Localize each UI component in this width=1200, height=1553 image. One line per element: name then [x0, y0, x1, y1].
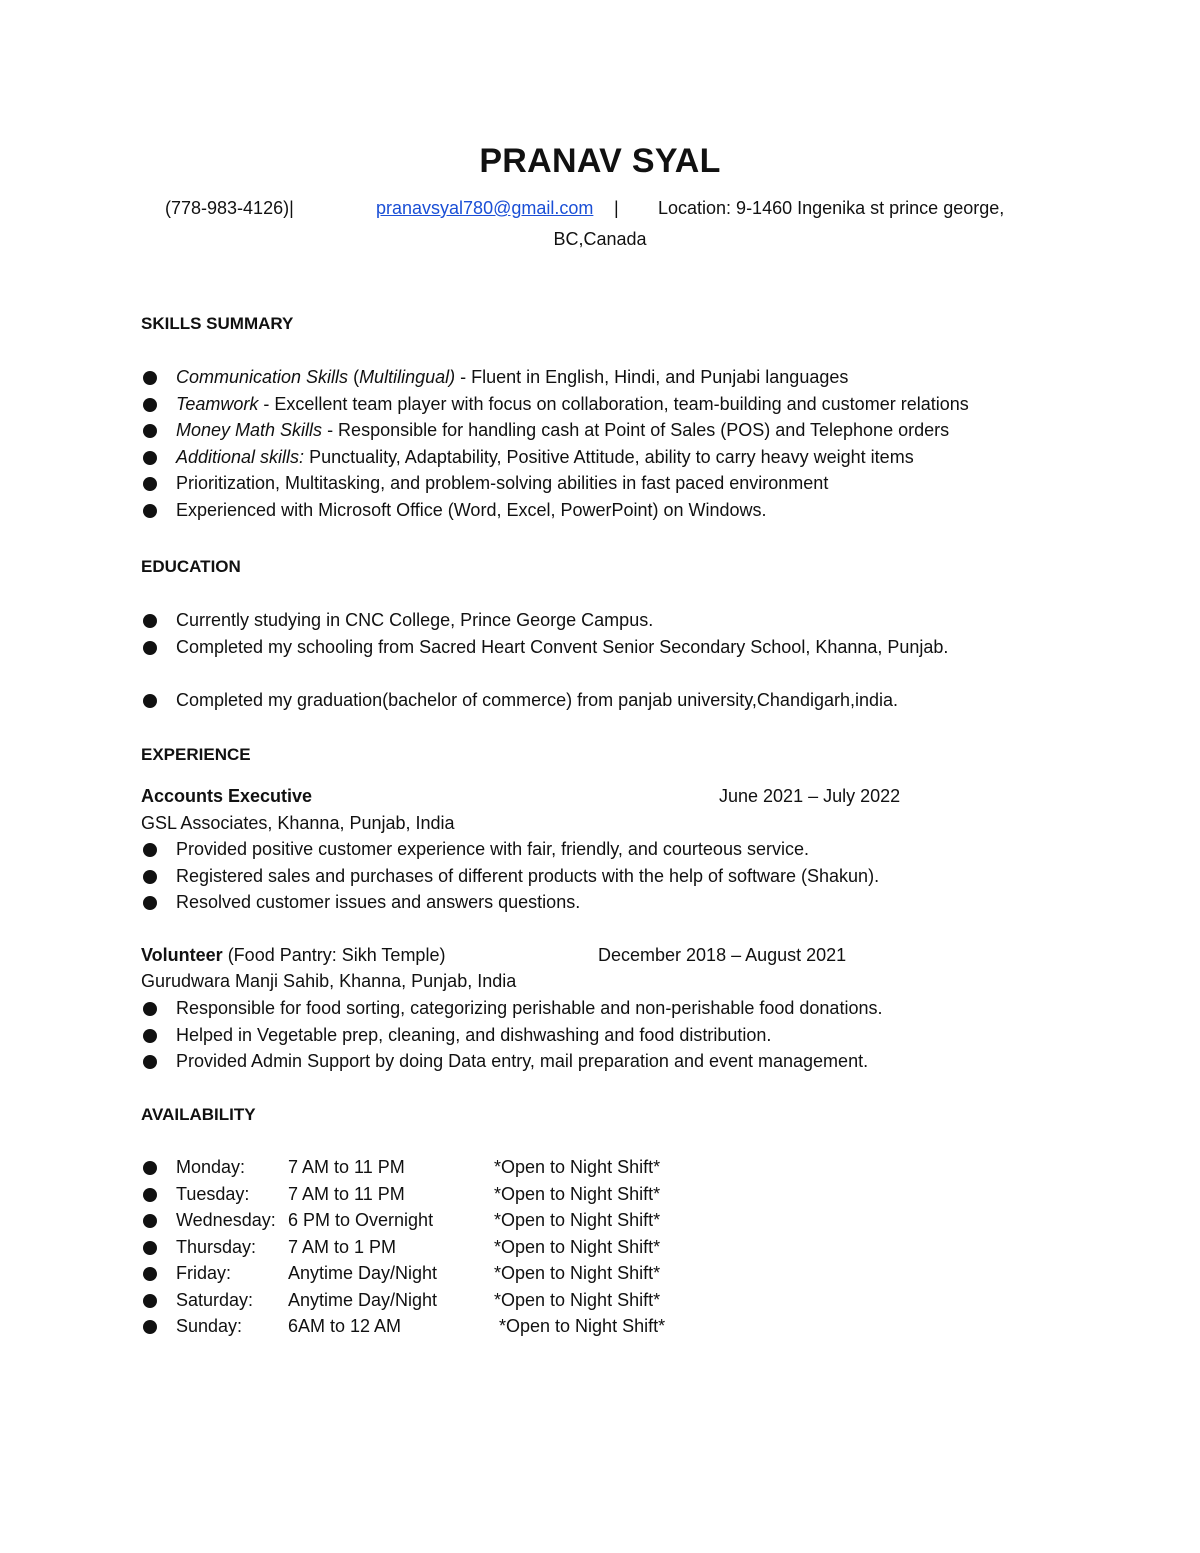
bullet-icon — [143, 371, 157, 385]
job-title — [141, 786, 312, 807]
list-item — [141, 836, 879, 863]
bullet-icon — [143, 870, 157, 884]
education-text: Currently studying in CNC College, Prince George Campus. — [176, 610, 654, 630]
bullet-icon — [143, 843, 157, 857]
bullet-icon — [143, 641, 157, 655]
duty-text: Helped in Vegetable prep, cleaning, and dishwashing and food distribution. — [176, 1024, 772, 1045]
list-item — [141, 417, 969, 444]
bullet-icon — [143, 1320, 157, 1334]
list-item — [141, 497, 969, 524]
job-title-extra: (Food Pantry: Sikh Temple) — [222, 945, 446, 965]
availability-list — [141, 1154, 665, 1340]
bullet-icon — [143, 694, 157, 708]
education-list-2 — [141, 687, 898, 714]
list-item — [141, 995, 882, 1022]
job-title — [141, 945, 445, 966]
avail-time: Anytime Day/Night — [288, 1263, 438, 1283]
email-link-text[interactable]: pranavsyal780@gmail.com — [376, 198, 594, 218]
skill-text: Punctuality, Adaptability, Positive Attitude, ability to carry heavy weight items — [304, 446, 914, 467]
list-item — [141, 1181, 665, 1208]
avail-note: *Open to Night Shift* — [494, 1157, 661, 1177]
phone-number: (778-983-4126)| — [165, 198, 294, 218]
candidate-name: PRANAV SYAL — [479, 142, 721, 180]
list-item — [141, 634, 948, 661]
job-duties — [141, 995, 882, 1075]
list-item — [141, 607, 948, 634]
contact-separator: | — [614, 198, 619, 218]
bullet-icon — [143, 1029, 157, 1043]
bullet-icon — [143, 1188, 157, 1202]
avail-day: Tuesday: — [176, 1183, 250, 1204]
list-item — [141, 1022, 882, 1049]
list-item — [141, 1260, 665, 1287]
avail-day: Monday: — [176, 1157, 246, 1177]
skill-text: Prioritization, Multitasking, and problem-solving abilities in fast paced environment — [176, 473, 829, 493]
avail-day: Wednesday: — [176, 1210, 276, 1230]
skill-label: Additional skills: — [176, 446, 305, 467]
avail-note: *Open to Night Shift* — [494, 1263, 661, 1283]
skill-text: - Excellent team player with focus on collaboration, team-building and customer relations — [258, 393, 969, 414]
education-heading: EDUCATION — [141, 557, 241, 576]
list-item — [141, 1287, 665, 1314]
skill-label: Multilingual) — [359, 367, 456, 387]
skill-text: ( — [348, 367, 360, 387]
list-item — [141, 889, 879, 916]
skill-text: - Responsible for handling cash at Point of Sales (POS) and Telephone orders — [322, 420, 950, 440]
avail-note: *Open to Night Shift* — [494, 1316, 666, 1336]
bullet-icon — [143, 451, 157, 465]
bullet-icon — [143, 1002, 157, 1016]
list-item — [141, 1234, 665, 1261]
duty-text: Responsible for food sorting, categorizing perishable and non-perishable food donations. — [176, 998, 883, 1018]
avail-day: Thursday: — [176, 1236, 257, 1257]
education-text: Completed my graduation(bachelor of commerce) from panjab university,Chandigarh,india. — [176, 690, 899, 710]
location-line2: BC,Canada — [553, 229, 647, 249]
avail-time: 7 AM to 11 PM — [288, 1183, 405, 1204]
duty-text: Registered sales and purchases of different products with the help of software (Shakun). — [176, 865, 880, 886]
list-item — [141, 1207, 665, 1234]
avail-note: *Open to Night Shift* — [494, 1183, 661, 1204]
bullet-icon — [143, 504, 157, 518]
job-duties — [141, 836, 879, 916]
avail-note: *Open to Night Shift* — [494, 1210, 661, 1230]
list-item — [141, 444, 969, 471]
avail-time: 6 PM to Overnight — [288, 1210, 434, 1230]
bullet-icon — [143, 896, 157, 910]
skill-text: - Fluent in English, Hindi, and Punjabi languages — [455, 367, 849, 387]
avail-note: *Open to Night Shift* — [494, 1236, 661, 1257]
skill-label: Communication Skills — [176, 367, 349, 387]
skill-text: Experienced with Microsoft Office (Word, Excel, PowerPoint) on Windows. — [176, 499, 767, 520]
avail-time: Anytime Day/Night — [288, 1289, 438, 1310]
skill-label: Teamwork — [176, 393, 259, 414]
avail-day: Sunday: — [176, 1316, 243, 1336]
list-item — [141, 863, 879, 890]
list-item — [141, 687, 898, 714]
avail-day: Saturday: — [176, 1289, 254, 1310]
duty-text: Provided Admin Support by doing Data entry, mail preparation and event management. — [176, 1051, 869, 1071]
education-list — [141, 607, 948, 660]
bullet-icon — [143, 1267, 157, 1281]
list-item — [141, 1048, 882, 1075]
avail-day: Friday: — [176, 1263, 232, 1283]
skills-heading: SKILLS SUMMARY — [141, 314, 294, 333]
bullet-icon — [143, 424, 157, 438]
location: Location: 9-1460 Ingenika st prince george, — [658, 198, 1005, 218]
list-item — [141, 1313, 665, 1340]
bullet-icon — [143, 1161, 157, 1175]
skill-label: Money Math Skills — [176, 420, 323, 440]
job-dates: June 2021 – July 2022 — [719, 786, 901, 806]
bullet-icon — [143, 1241, 157, 1255]
skills-list — [141, 364, 969, 523]
list-item — [141, 391, 969, 418]
bullet-icon — [143, 614, 157, 628]
education-text: Completed my schooling from Sacred Heart Convent Senior Secondary School, Khanna, Punjab. — [176, 636, 949, 657]
avail-time: 6AM to 12 AM — [288, 1316, 402, 1336]
list-item — [141, 1154, 665, 1181]
job-dates: December 2018 – August 2021 — [598, 945, 847, 965]
avail-note: *Open to Night Shift* — [494, 1289, 661, 1310]
email-link[interactable] — [376, 198, 593, 219]
avail-time: 7 AM to 1 PM — [288, 1236, 397, 1257]
availability-heading: AVAILABILITY — [141, 1105, 256, 1124]
bullet-icon — [143, 1214, 157, 1228]
avail-time: 7 AM to 11 PM — [288, 1157, 405, 1177]
duty-text: Provided positive customer experience with fair, friendly, and courteous service. — [176, 839, 809, 859]
job-org: Gurudwara Manji Sahib, Khanna, Punjab, India — [141, 971, 517, 991]
bullet-icon — [143, 398, 157, 412]
bullet-icon — [143, 1294, 157, 1308]
experience-heading: EXPERIENCE — [141, 745, 251, 764]
duty-text: Resolved customer issues and answers questions. — [176, 892, 581, 912]
bullet-icon — [143, 477, 157, 491]
job-title-text: Accounts Executive — [141, 786, 313, 806]
list-item — [141, 364, 969, 391]
job-org: GSL Associates, Khanna, Punjab, India — [141, 813, 455, 833]
bullet-icon — [143, 1055, 157, 1069]
list-item — [141, 470, 969, 497]
job-title-text: Volunteer — [141, 945, 223, 965]
